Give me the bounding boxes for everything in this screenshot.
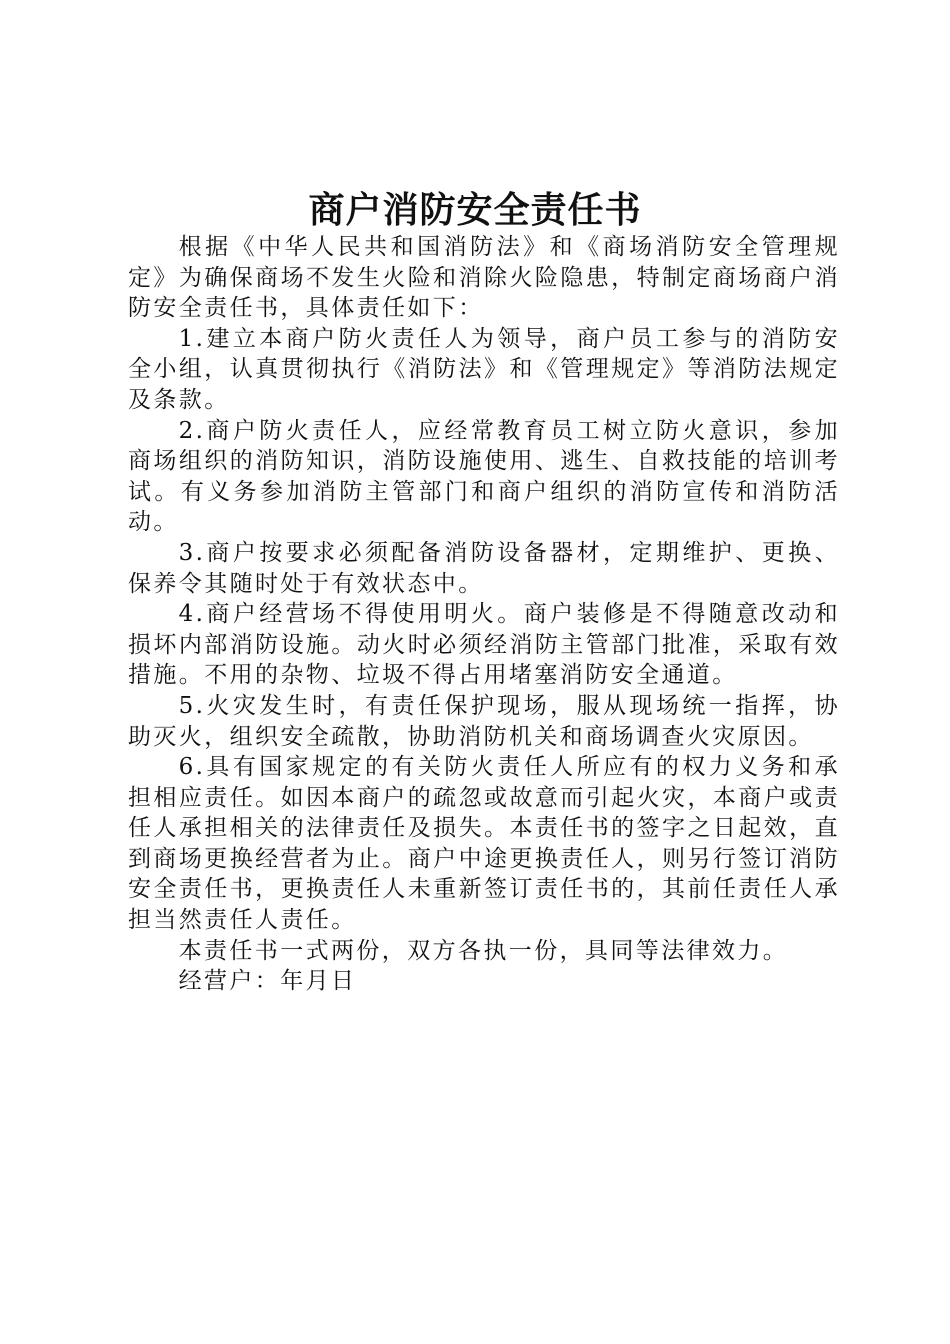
document-body: [128, 232, 840, 997]
signature-line: 经营户：年月日: [178, 968, 357, 995]
document-title: 商户消防安全责任书: [308, 189, 642, 231]
clause-3: 3.商户按要求必须配备消防设备器材，定期维护、更换、保养令其随时处于有效状态中。: [128, 539, 840, 597]
clause-6: 6.具有国家规定的有关防火责任人所应有的权力义务和承担相应责任。如因本商户的疏忽或故意而引起火灾，本商户或责任人承担相关的法律责任及损失。本责任书的签字之日起效，直到商场更换经营者为止。商户中途更换责任人，则另行签订消防安全责任书，更换责任人未重新签订责任书的，其前任责任人承担当然责任人责任。: [128, 754, 840, 934]
clause-5: 5.火灾发生时，有责任保护现场，服从现场统一指挥，协助灭火，组织安全疏散，协助消防机关和商场调查火灾原因。: [128, 692, 840, 750]
clause-1: 1.建立本商户防火责任人为领导，商户员工参与的消防安全小组，认真贯彻执行《消防法》和《管理规定》等消防法规定及条款。: [128, 325, 840, 413]
clause-2: 2.商户防火责任人，应经常教育员工树立防火意识，参加商场组织的消防知识，消防设施使用、逃生、自救技能的培训考试。有义务参加消防主管部门和商户组织的消防宣传和消防活动。: [128, 417, 840, 536]
copies-note: 本责任书一式两份，双方各执一份，具同等法律效力。: [178, 937, 789, 964]
clause-4: 4.商户经营场不得使用明火。商户装修是不得随意改动和损坏内部消防设施。动火时必须经消防主管部门批准，采取有效措施。不用的杂物、垃圾不得占用堵塞消防安全通道。: [128, 601, 840, 689]
intro-paragraph: 根据《中华人民共和国消防法》和《商场消防安全管理规定》为确保商场不发生火险和消除火险隐患，特制定商场商户消防安全责任书，具体责任如下：: [128, 234, 840, 322]
